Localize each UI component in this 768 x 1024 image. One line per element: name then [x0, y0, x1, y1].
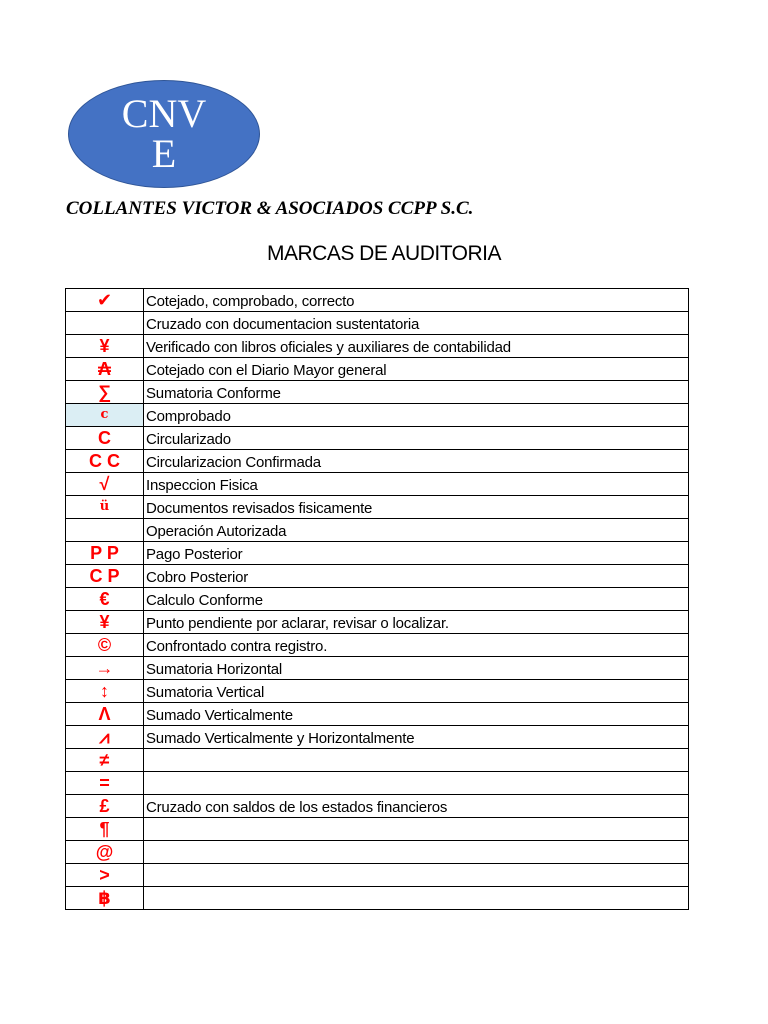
audit-mark-description: Sumatoria Horizontal [144, 657, 689, 680]
audit-mark-description: Pago Posterior [144, 542, 689, 565]
audit-mark-symbol: C C [66, 450, 144, 473]
audit-mark-description: Confrontado contra registro. [144, 634, 689, 657]
table-row [66, 358, 689, 381]
table-row [66, 289, 689, 312]
table-row [66, 542, 689, 565]
audit-mark-description [144, 772, 689, 795]
table-row [66, 818, 689, 841]
audit-mark-symbol: √ [66, 473, 144, 496]
audit-mark-symbol: ¶ [66, 818, 144, 841]
table-row [66, 404, 689, 427]
table-row [66, 680, 689, 703]
audit-mark-symbol: ¥ [66, 611, 144, 634]
audit-mark-description: Verificado con libros oficiales y auxiliares de contabilidad [144, 335, 689, 358]
audit-mark-symbol [66, 312, 144, 335]
logo-line-1: CNV [121, 91, 207, 136]
table-row [66, 381, 689, 404]
table-row [66, 887, 689, 910]
audit-mark-description: Sumado Verticalmente y Horizontalmente [144, 726, 689, 749]
audit-marks-table [65, 288, 689, 910]
table-row [66, 450, 689, 473]
table-row [66, 588, 689, 611]
audit-mark-symbol: ✔ [66, 289, 144, 312]
audit-mark-symbol: ¥ [66, 335, 144, 358]
company-name: COLLANTES VICTOR & ASOCIADOS CCPP S.C. [66, 198, 474, 219]
audit-mark-description: Cotejado con el Diario Mayor general [144, 358, 689, 381]
audit-mark-description: Sumatoria Vertical [144, 680, 689, 703]
audit-mark-symbol: ü [66, 496, 144, 519]
audit-marks-table-body [66, 289, 689, 910]
audit-mark-symbol: c [66, 404, 144, 427]
audit-mark-symbol: @ [66, 841, 144, 864]
table-row [66, 312, 689, 335]
table-row [66, 864, 689, 887]
table-row [66, 611, 689, 634]
table-row [66, 565, 689, 588]
audit-mark-description [144, 887, 689, 910]
table-row [66, 795, 689, 818]
audit-mark-symbol: € [66, 588, 144, 611]
audit-mark-symbol: © [66, 634, 144, 657]
company-logo [68, 80, 260, 188]
audit-mark-description: Inspeccion Fisica [144, 473, 689, 496]
table-row [66, 634, 689, 657]
audit-mark-description: Cotejado, comprobado, correcto [144, 289, 689, 312]
table-row [66, 657, 689, 680]
table-row [66, 496, 689, 519]
table-row [66, 519, 689, 542]
audit-mark-symbol: ฿ [66, 887, 144, 910]
audit-mark-symbol: P P [66, 542, 144, 565]
table-row [66, 335, 689, 358]
table-row [66, 427, 689, 450]
audit-mark-description: Circularizacion Confirmada [144, 450, 689, 473]
audit-mark-symbol: ∑ [66, 381, 144, 404]
audit-mark-description: Cobro Posterior [144, 565, 689, 588]
table-row [66, 473, 689, 496]
audit-mark-description: Operación Autorizada [144, 519, 689, 542]
audit-mark-description [144, 749, 689, 772]
audit-mark-description: Sumatoria Conforme [144, 381, 689, 404]
audit-mark-symbol: → [66, 657, 144, 680]
audit-mark-description [144, 818, 689, 841]
audit-mark-description: Sumado Verticalmente [144, 703, 689, 726]
table-row [66, 841, 689, 864]
audit-mark-description: Documentos revisados fisicamente [144, 496, 689, 519]
audit-mark-symbol: ↕ [66, 680, 144, 703]
logo-line-2: E [151, 131, 177, 176]
table-row [66, 749, 689, 772]
audit-mark-symbol: = [66, 772, 144, 795]
audit-mark-symbol: > [66, 864, 144, 887]
audit-mark-description: Comprobado [144, 404, 689, 427]
audit-mark-description: Cruzado con saldos de los estados financieros [144, 795, 689, 818]
audit-mark-symbol: ⩘ [66, 726, 144, 749]
audit-mark-symbol: C [66, 427, 144, 450]
audit-mark-symbol: ₳ [66, 358, 144, 381]
audit-mark-description: Cruzado con documentacion sustentatoria [144, 312, 689, 335]
audit-mark-description: Calculo Conforme [144, 588, 689, 611]
audit-mark-description [144, 864, 689, 887]
audit-mark-symbol: ≠ [66, 749, 144, 772]
table-row [66, 772, 689, 795]
table-row [66, 726, 689, 749]
table-row [66, 703, 689, 726]
audit-mark-description: Circularizado [144, 427, 689, 450]
audit-mark-symbol: Λ [66, 703, 144, 726]
audit-mark-symbol: C P [66, 565, 144, 588]
audit-mark-symbol [66, 519, 144, 542]
audit-mark-symbol: £ [66, 795, 144, 818]
page-title: MARCAS DE AUDITORIA [267, 242, 501, 265]
audit-mark-description: Punto pendiente por aclarar, revisar o localizar. [144, 611, 689, 634]
audit-mark-description [144, 841, 689, 864]
